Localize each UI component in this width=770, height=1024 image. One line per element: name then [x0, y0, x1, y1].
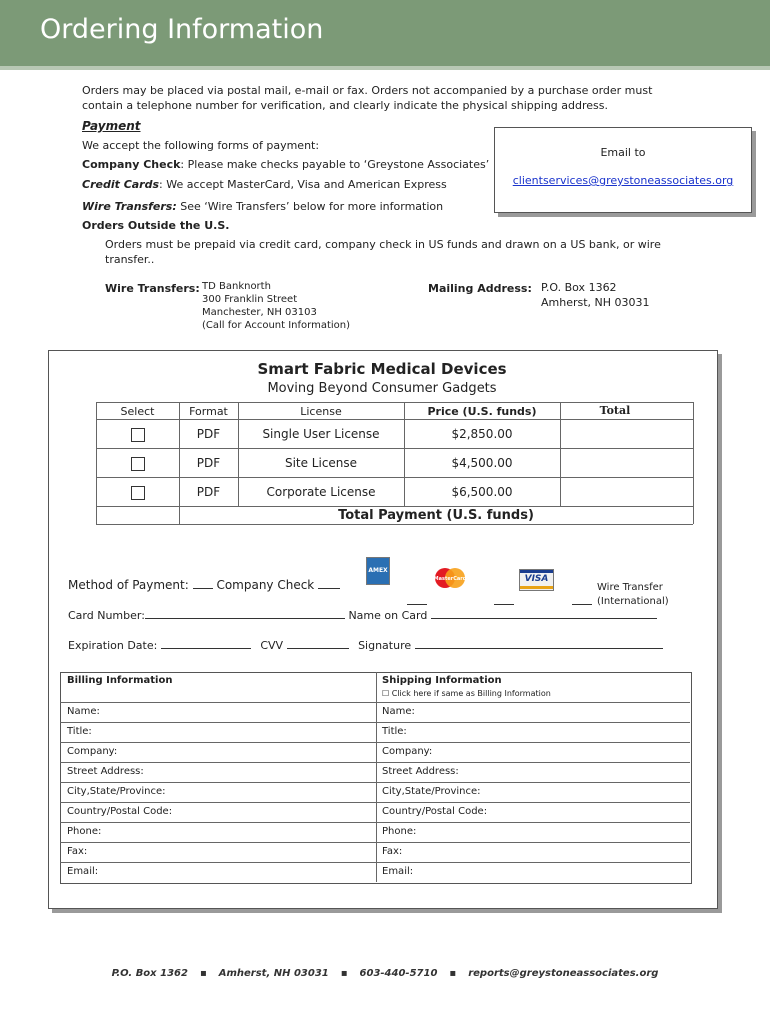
billing-field[interactable]: Phone:	[67, 826, 102, 837]
outside-us-heading: Orders Outside the U.S.	[82, 219, 230, 232]
table-line	[376, 672, 377, 882]
wire-address-line: Manchester, NH 03103	[202, 307, 317, 318]
table-line	[96, 477, 693, 478]
row-price: $6,500.00	[451, 485, 513, 499]
billing-field[interactable]: Street Address:	[67, 766, 144, 777]
table-line	[60, 722, 690, 723]
shipping-field[interactable]: Country/Postal Code:	[382, 806, 488, 817]
company-check-label: Company Check	[82, 158, 181, 171]
table-line	[60, 822, 690, 823]
table-line	[96, 402, 97, 524]
footer	[0, 968, 770, 979]
wire-transfer-line	[82, 199, 443, 214]
wire-transfer-label: Wire Transfers:	[82, 200, 177, 213]
billing-field[interactable]: Name:	[67, 706, 100, 717]
visa-icon	[519, 569, 554, 591]
row-license: Site License	[284, 456, 358, 470]
credit-card-text: : We accept MasterCard, Visa and American Express	[159, 178, 447, 191]
footer-email[interactable]: reports@greystoneassociates.org	[468, 968, 659, 979]
expiration-field[interactable]	[161, 638, 251, 649]
total-payment-label: Total Payment (U.S. funds)	[338, 508, 534, 523]
card-number-label: Card Number:	[68, 609, 145, 622]
col-header-format: Format	[189, 405, 228, 418]
table-line	[60, 842, 690, 843]
same-as-billing-checkbox[interactable]: ☐ Click here if same as Billing Information	[382, 689, 551, 698]
shipping-field[interactable]: Fax:	[382, 846, 403, 857]
mailing-address-line: P.O. Box 1362	[541, 281, 617, 294]
footer-separator: ▪	[340, 968, 348, 979]
cvv-label: CVV	[260, 639, 284, 652]
col-header-price: Price (U.S. funds)	[427, 405, 537, 418]
billing-field[interactable]: Country/Postal Code:	[67, 806, 173, 817]
billing-field[interactable]: Fax:	[67, 846, 88, 857]
name-on-card-field[interactable]	[431, 608, 657, 619]
shipping-field[interactable]: Email:	[382, 866, 414, 877]
amex-icon: AMEX	[366, 557, 390, 585]
billing-field[interactable]: Company:	[67, 746, 118, 757]
table-line	[60, 782, 690, 783]
billing-field[interactable]: Email:	[67, 866, 99, 877]
row-format: PDF	[196, 427, 221, 441]
footer-city: Amherst, NH 03031	[218, 968, 329, 979]
shipping-field[interactable]: Title:	[382, 726, 407, 737]
credit-card-label: Credit Cards	[82, 178, 160, 191]
table-line	[60, 742, 690, 743]
footer-separator: ▪	[199, 968, 207, 979]
payment-method-row	[68, 578, 340, 592]
col-header-total: Total	[599, 404, 631, 417]
payment-accept-text: We accept the following forms of payment:	[82, 139, 320, 152]
email-label: Email to	[600, 146, 646, 159]
shipping-field[interactable]: City,State/Province:	[382, 786, 481, 797]
company-check-option: Company Check	[216, 578, 315, 592]
table-line	[60, 762, 690, 763]
amex-blank[interactable]	[318, 578, 340, 589]
table-line	[96, 524, 693, 525]
table-line	[60, 862, 690, 863]
table-line	[96, 419, 693, 420]
expiration-label: Expiration Date:	[68, 639, 158, 652]
select-checkbox[interactable]	[131, 457, 145, 471]
expiration-row	[68, 638, 663, 652]
signature-field[interactable]	[415, 638, 663, 649]
company-check-blank[interactable]	[193, 578, 213, 589]
wire-transfer-international: (International)	[597, 596, 669, 607]
wire-address-line: 300 Franklin Street	[202, 294, 298, 305]
wire-address	[202, 280, 350, 332]
wire-transfer-text: See ‘Wire Transfers’ below for more information	[176, 200, 444, 213]
visa-blank[interactable]	[494, 590, 514, 609]
wire-transfer-option	[597, 581, 669, 609]
shipping-field[interactable]: Name:	[382, 706, 415, 717]
table-line	[60, 802, 690, 803]
email-link[interactable]: clientservices@greystoneassociates.org	[512, 174, 734, 187]
wire-address-line: TD Banknorth	[202, 281, 271, 292]
shipping-field[interactable]: Street Address:	[382, 766, 459, 777]
row-format: PDF	[196, 456, 221, 470]
payment-method-label: Method of Payment:	[68, 578, 189, 592]
row-format: PDF	[196, 485, 221, 499]
select-checkbox[interactable]	[131, 428, 145, 442]
billing-field[interactable]: City,State/Province:	[67, 786, 166, 797]
mailing-address	[541, 280, 650, 310]
select-checkbox[interactable]	[131, 486, 145, 500]
mailing-address-label: Mailing Address:	[428, 282, 532, 295]
wire-transfer-option-label: Wire Transfer	[597, 582, 663, 593]
product-subtitle: Moving Beyond Consumer Gadgets	[267, 381, 497, 396]
name-on-card-label: Name on Card	[348, 609, 428, 622]
billing-field[interactable]: Title:	[67, 726, 92, 737]
email-box	[494, 127, 752, 213]
table-line	[96, 506, 693, 507]
table-line	[560, 402, 561, 506]
row-price: $2,850.00	[451, 427, 513, 441]
visa-text: VISA	[524, 574, 549, 584]
company-check-line	[82, 157, 489, 172]
cvv-field[interactable]	[287, 638, 349, 649]
intro-text: Orders may be placed via postal mail, e-mail or fax. Orders not accompanied by a purchase order must contain a telephone number for verification, and clearly indicate the physical shipping address.	[82, 84, 653, 112]
mastercard-text: MasterCard	[433, 576, 467, 582]
row-license: Corporate License	[266, 485, 376, 499]
mastercard-icon	[432, 567, 468, 589]
table-line	[96, 448, 693, 449]
card-number-row	[68, 608, 657, 622]
footer-po-box: P.O. Box 1362	[111, 968, 188, 979]
table-line	[693, 402, 694, 524]
table-line	[60, 702, 690, 703]
credit-card-line	[82, 177, 447, 192]
mailing-address-line: Amherst, NH 03031	[541, 296, 650, 309]
shipping-heading: Shipping Information	[382, 675, 502, 686]
col-header-select: Select	[120, 405, 155, 418]
page-title: Ordering Information	[40, 14, 324, 45]
footer-phone: 603-440-5710	[359, 968, 438, 979]
col-header-license: License	[300, 405, 342, 418]
wire-blank[interactable]	[572, 590, 592, 609]
wire-transfers-label: Wire Transfers:	[105, 282, 200, 295]
company-check-text: : Please make checks payable to ‘Greystone Associates’	[180, 158, 490, 171]
billing-heading: Billing Information	[67, 675, 173, 686]
footer-separator: ▪	[449, 968, 457, 979]
shipping-field[interactable]: Phone:	[382, 826, 417, 837]
mastercard-blank[interactable]	[407, 590, 427, 609]
shipping-field[interactable]: Company:	[382, 746, 433, 757]
table-line	[96, 402, 693, 403]
row-license: Single User License	[262, 427, 380, 441]
outside-us-text: Orders must be prepaid via credit card, company check in US funds and drawn on a US bank, or wire transfer..	[105, 238, 661, 266]
payment-heading: Payment	[82, 119, 141, 133]
card-number-field[interactable]	[145, 608, 345, 619]
row-price: $4,500.00	[451, 456, 513, 470]
signature-label: Signature	[358, 639, 412, 652]
product-title: Smart Fabric Medical Devices	[257, 360, 507, 378]
wire-address-line: (Call for Account Information)	[202, 320, 351, 331]
